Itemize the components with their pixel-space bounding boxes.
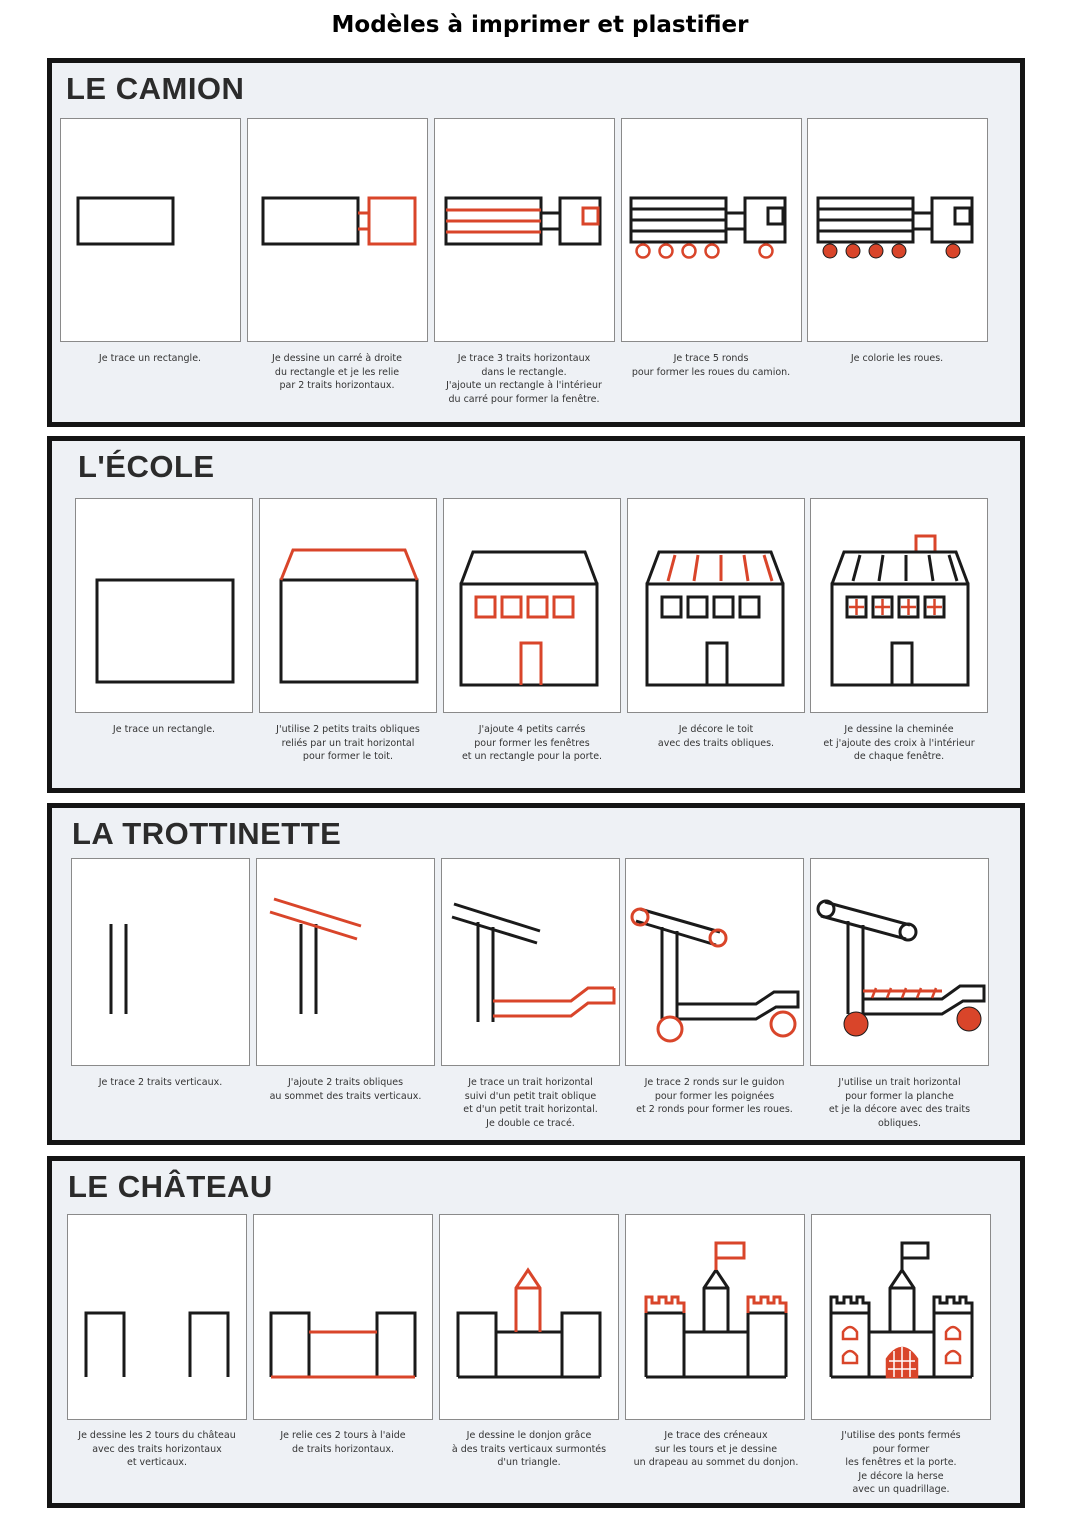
- school-drawing-step-4: [628, 499, 806, 714]
- step-caption: J'ajoute 4 petits carrés pour former les fenêtres et un rectangle pour la porte.: [461, 724, 603, 762]
- truck-drawing-step-5: [808, 119, 989, 343]
- step-caption: Je trace un rectangle.: [98, 353, 202, 364]
- step-panel: [627, 498, 805, 713]
- school-drawing-step-5: [811, 499, 989, 714]
- step-panel: [811, 1214, 991, 1420]
- scooter-drawing-step-2: [257, 859, 436, 1067]
- scooter-drawing-step-1: [72, 859, 251, 1067]
- step-panel: [71, 858, 250, 1066]
- section-title: LE CAMION: [66, 71, 245, 106]
- page-title: Modèles à imprimer et plastifier: [331, 12, 749, 38]
- step-caption: J'utilise 2 petits traits obliques reliés par un trait horizontal pour former le toit.: [276, 724, 420, 762]
- step-caption: J'utilise un trait horizontal pour former la planche et je la décore avec des traits obliques.: [828, 1077, 971, 1129]
- section-title: LE CHÂTEAU: [68, 1169, 273, 1204]
- step-caption: Je trace un trait horizontal suivi d'un petit trait oblique et d'un petit trait horizontal. Je double ce tracé.: [463, 1077, 598, 1129]
- truck-drawing-step-3: [435, 119, 616, 343]
- castle-drawing-step-1: [68, 1215, 248, 1421]
- step-caption: J'ajoute 2 traits obliques au sommet des traits verticaux.: [269, 1077, 422, 1102]
- step-caption: Je décore le toit avec des traits obliques.: [657, 724, 775, 749]
- step-panel: [439, 1214, 619, 1420]
- section-title: L'ÉCOLE: [78, 449, 215, 484]
- step-caption: Je relie ces 2 tours à l'aide de traits horizontaux.: [280, 1430, 406, 1455]
- step-caption: Je dessine un carré à droite du rectangle et je les relie par 2 traits horizontaux.: [272, 353, 402, 391]
- step-panel: [621, 118, 802, 342]
- truck-drawing-step-1: [61, 119, 242, 343]
- step-panel: [434, 118, 615, 342]
- step-panel: [247, 118, 428, 342]
- step-panel: [256, 858, 435, 1066]
- step-caption: Je trace 2 ronds sur le guidon pour former les poignées et 2 ronds pour former les roues.: [636, 1077, 793, 1115]
- step-panel: [441, 858, 620, 1066]
- step-panel: [259, 498, 437, 713]
- step-caption: Je trace 2 traits verticaux.: [98, 1077, 223, 1088]
- school-drawing-step-2: [260, 499, 438, 714]
- section-title: LA TROTTINETTE: [72, 816, 342, 851]
- school-drawing-step-3: [444, 499, 622, 714]
- step-caption: Je dessine le donjon grâce à des traits verticaux surmontés d'un triangle.: [451, 1430, 607, 1468]
- castle-drawing-step-3: [440, 1215, 620, 1421]
- school-drawing-step-1: [76, 499, 254, 714]
- step-panel: [810, 858, 989, 1066]
- step-panel: [625, 858, 804, 1066]
- step-panel: [60, 118, 241, 342]
- step-panel: [67, 1214, 247, 1420]
- truck-drawing-step-2: [248, 119, 429, 343]
- scooter-drawing-step-3: [442, 859, 621, 1067]
- step-panel: [807, 118, 988, 342]
- truck-drawing-step-4: [622, 119, 803, 343]
- scooter-drawing-step-5: [811, 859, 990, 1067]
- step-panel: [810, 498, 988, 713]
- step-panel: [75, 498, 253, 713]
- step-caption: Je trace 5 ronds pour former les roues du camion.: [631, 353, 791, 378]
- step-panel: [625, 1214, 805, 1420]
- step-caption: Je colorie les roues.: [850, 353, 944, 364]
- step-caption: J'utilise des ponts fermés pour former les fenêtres et la porte. Je décore la herse avec un quadrillage.: [841, 1430, 961, 1495]
- step-caption: Je trace un rectangle.: [112, 724, 216, 735]
- castle-drawing-step-2: [254, 1215, 434, 1421]
- step-caption: Je dessine les 2 tours du château avec des traits horizontaux et verticaux.: [78, 1430, 236, 1468]
- step-caption: Je trace des créneaux sur les tours et je dessine un drapeau au sommet du donjon.: [633, 1430, 799, 1468]
- castle-drawing-step-5: [812, 1215, 992, 1421]
- step-caption: Je dessine la cheminée et j'ajoute des croix à l'intérieur de chaque fenêtre.: [823, 724, 975, 762]
- step-panel: [443, 498, 621, 713]
- step-panel: [253, 1214, 433, 1420]
- step-caption: Je trace 3 traits horizontaux dans le rectangle. J'ajoute un rectangle à l'intérieur du carré pour former la fenêtre.: [446, 353, 602, 405]
- castle-drawing-step-4: [626, 1215, 806, 1421]
- scooter-drawing-step-4: [626, 859, 805, 1067]
